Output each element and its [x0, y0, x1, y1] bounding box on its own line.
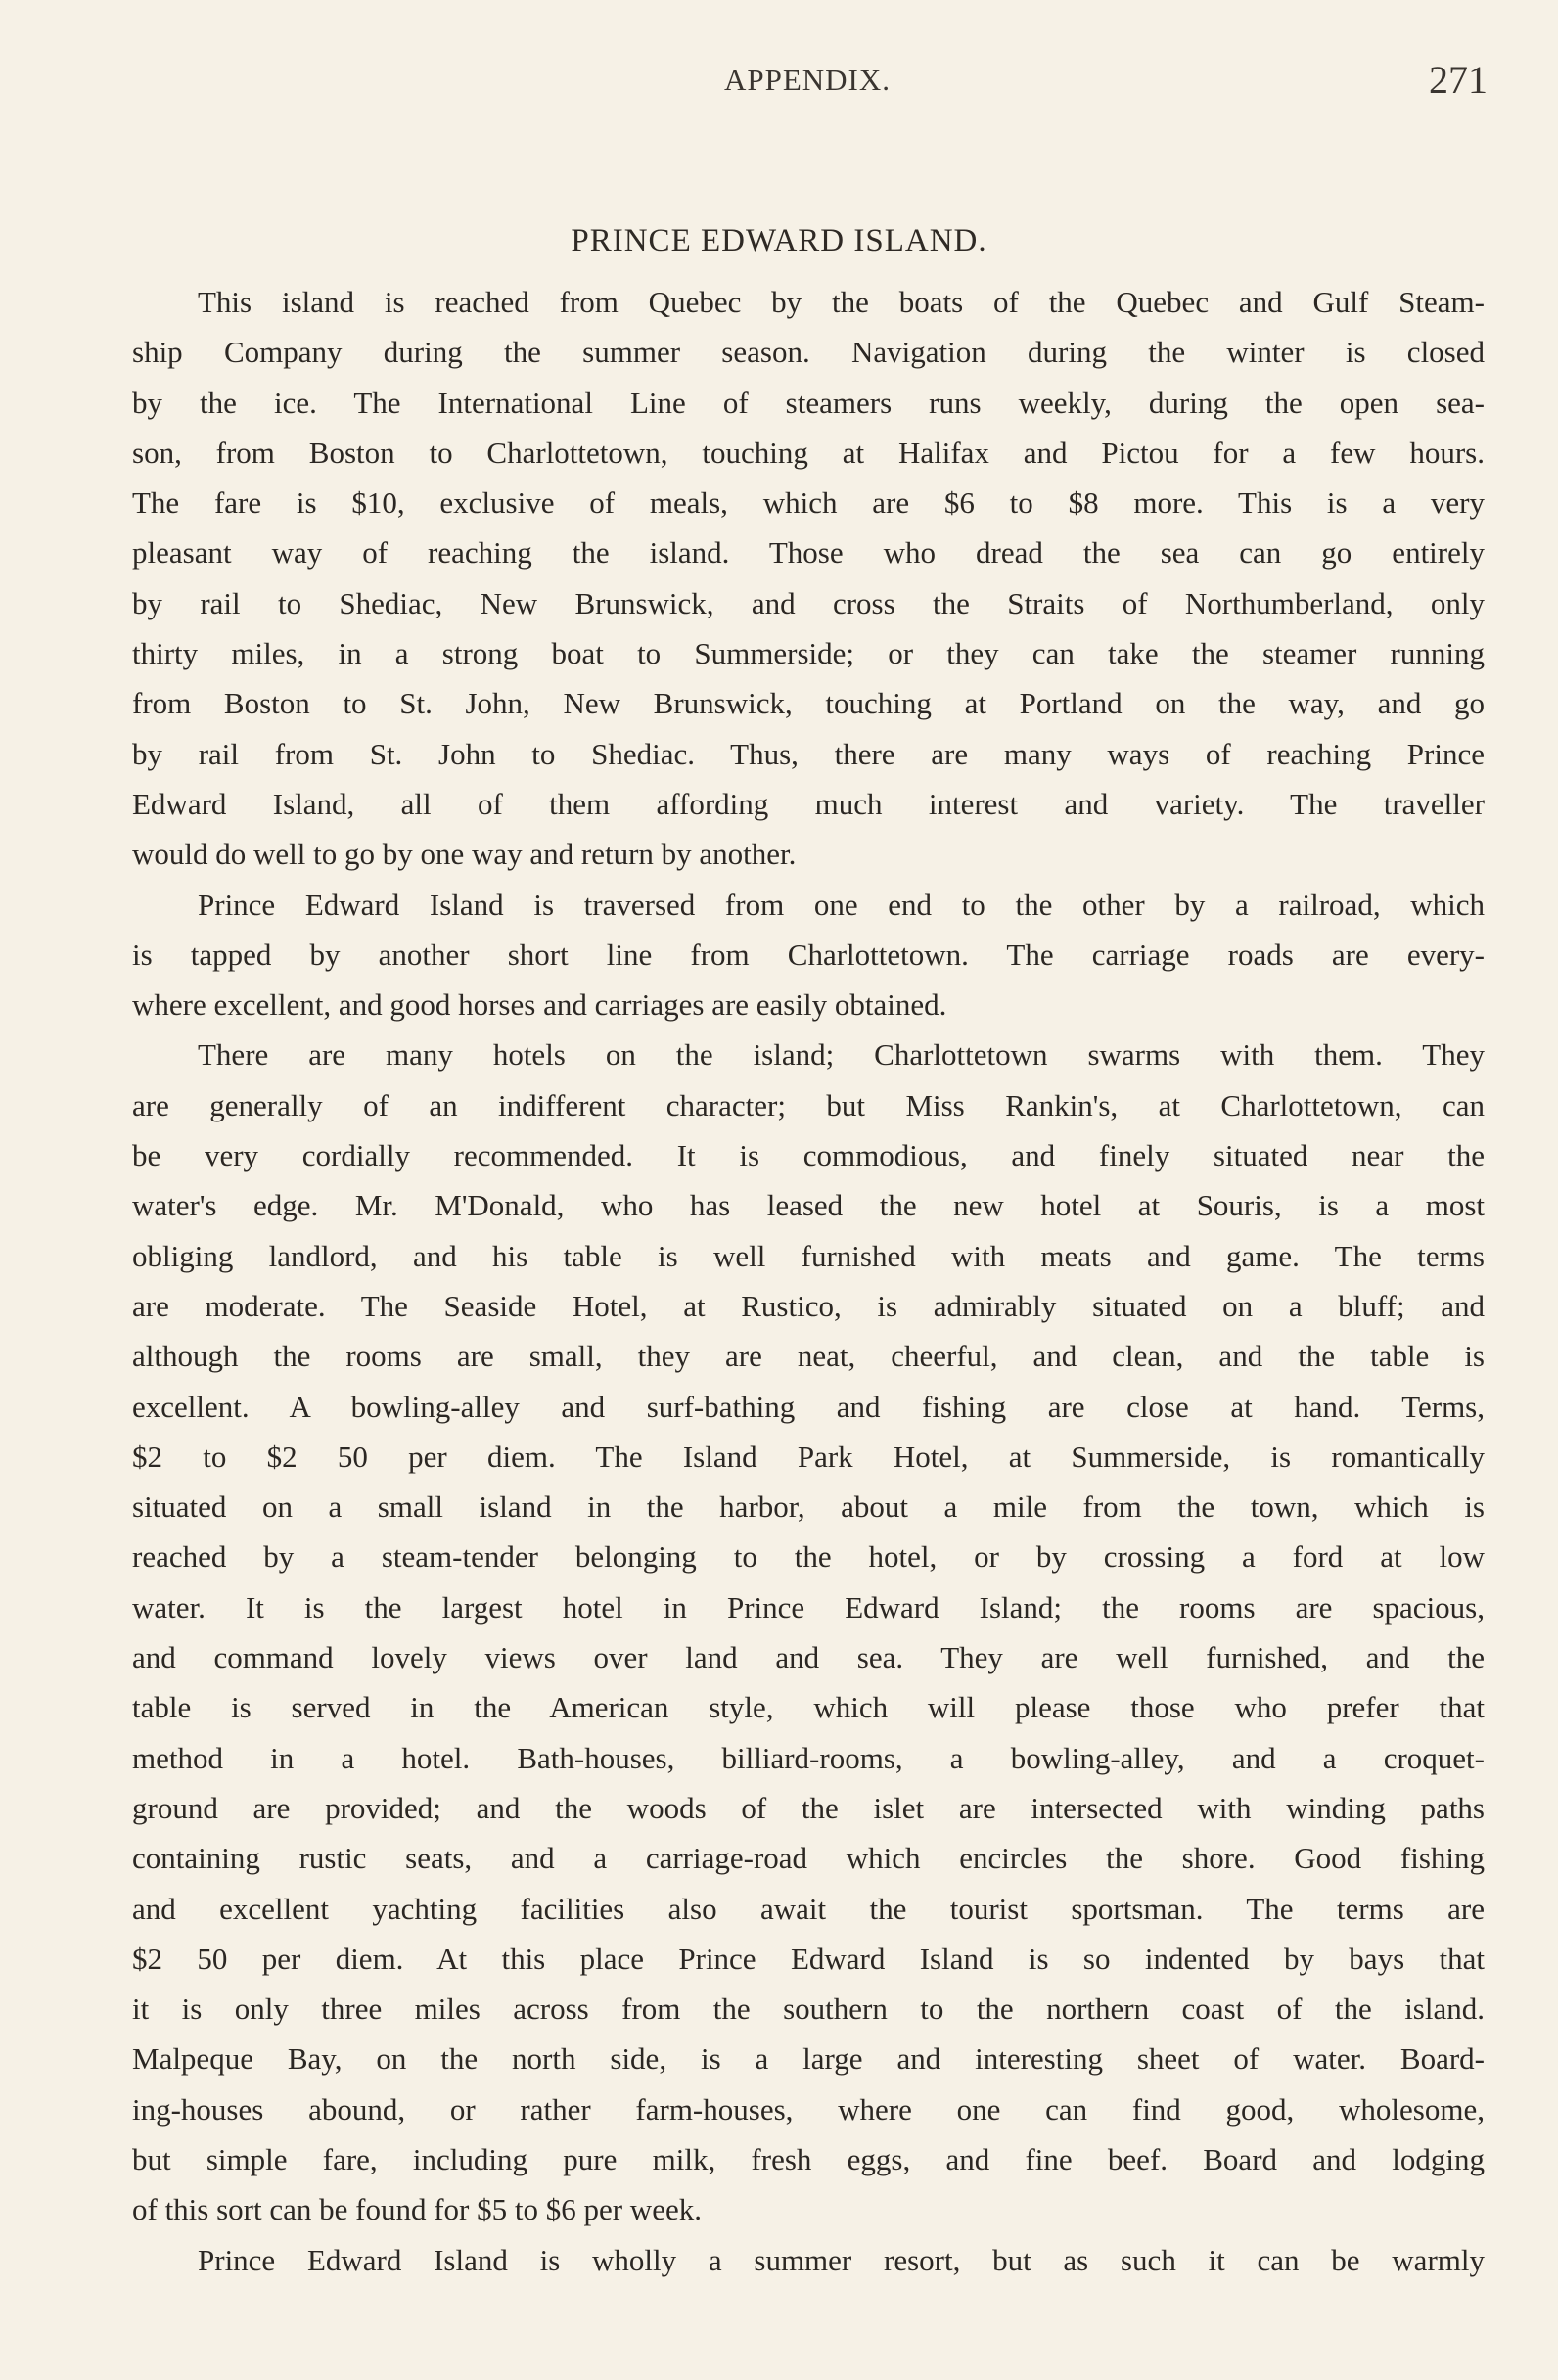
text-line: ground are provided; and the woods of the islet are intersected with winding paths	[132, 1790, 1485, 1825]
text-line: $2 50 per diem. At this place Prince Edward Island is so indented by bays that	[132, 1941, 1485, 1976]
text-line: There are many hotels on the island; Charlottetown swarms with them. They	[198, 1037, 1485, 1073]
text-line: water. It is the largest hotel in Prince Edward Island; the rooms are spacious,	[132, 1589, 1485, 1625]
text-line: where excellent, and good horses and carriages are easily obtained.	[132, 987, 947, 1023]
text-line: excellent. A bowling-alley and surf-bathing and fishing are close at hand. Terms,	[132, 1389, 1485, 1424]
text-line: obliging landlord, and his table is well furnished with meats and game. The terms	[132, 1238, 1485, 1273]
running-head	[127, 57, 1488, 112]
text-line: Prince Edward Island is traversed from one end to the other by a railroad, which	[198, 887, 1485, 922]
text-line: water's edge. Mr. M'Donald, who has leased the new hotel at Souris, is a most	[132, 1188, 1485, 1223]
body-text	[132, 277, 1485, 2285]
text-line: ing-houses abound, or rather farm-houses, where one can find good, wholesome,	[132, 2091, 1485, 2127]
text-line: $2 to $2 50 per diem. The Island Park Hotel, at Summerside, is romantically	[132, 1439, 1485, 1474]
text-line: it is only three miles across from the southern to the northern coast of the island.	[132, 1991, 1485, 2027]
text-line: son, from Boston to Charlottetown, touching at Halifax and Pictou for a few hours.	[132, 435, 1485, 470]
running-title: APPENDIX.	[723, 63, 892, 97]
text-line: although the rooms are small, they are neat, cheerful, and clean, and the table is	[132, 1339, 1485, 1374]
text-line: are generally of an indifferent character; but Miss Rankin's, at Charlottetown, can	[132, 1087, 1485, 1122]
text-line: would do well to go by one way and return by another.	[132, 837, 797, 872]
text-line: Edward Island, all of them affording much interest and variety. The traveller	[132, 786, 1485, 821]
text-line: Malpeque Bay, on the north side, is a large and interesting sheet of water. Board-	[132, 2041, 1485, 2077]
text-line: by the ice. The International Line of steamers runs weekly, during the open sea-	[132, 385, 1485, 420]
page-number: 271	[1429, 58, 1488, 102]
text-line: from Boston to St. John, New Brunswick, touching at Portland on the way, and go	[132, 686, 1485, 721]
text-line: are moderate. The Seaside Hotel, at Rustico, is admirably situated on a bluff; and	[132, 1288, 1485, 1323]
text-line: pleasant way of reaching the island. Those who dread the sea can go entirely	[132, 535, 1485, 571]
text-line: is tapped by another short line from Charlottetown. The carriage roads are every-	[132, 937, 1485, 972]
text-line: table is served in the American style, which will please those who prefer that	[132, 1690, 1485, 1725]
text-line: ship Company during the summer season. Navigation during the winter is closed	[132, 335, 1485, 370]
section-title: PRINCE EDWARD ISLAND.	[571, 223, 987, 258]
text-line: reached by a steam-tender belonging to the hotel, or by crossing a ford at low	[132, 1539, 1485, 1575]
text-line: but simple fare, including pure milk, fresh eggs, and fine beef. Board and lodging	[132, 2141, 1485, 2176]
text-line: and command lovely views over land and sea. They are well furnished, and the	[132, 1640, 1485, 1675]
text-line: of this sort can be found for $5 to $6 per week.	[132, 2192, 702, 2227]
text-line: The fare is $10, exclusive of meals, which are $6 to $8 more. This is a very	[132, 485, 1485, 521]
text-line: situated on a small island in the harbor, about a mile from the town, which is	[132, 1489, 1485, 1525]
text-line: by rail to Shediac, New Brunswick, and cross the Straits of Northumberland, only	[132, 585, 1485, 620]
text-line: be very cordially recommended. It is commodious, and finely situated near the	[132, 1138, 1485, 1173]
text-line: containing rustic seats, and a carriage-road which encircles the shore. Good fishing	[132, 1841, 1485, 1876]
text-line: This island is reached from Quebec by the boats of the Quebec and Gulf Steam-	[198, 285, 1485, 319]
text-line: Prince Edward Island is wholly a summer resort, but as such it can be warmly	[198, 2242, 1485, 2277]
text-line: by rail from St. John to Shediac. Thus, there are many ways of reaching Prince	[132, 736, 1485, 771]
text-line: thirty miles, in a strong boat to Summerside; or they can take the steamer running	[132, 636, 1485, 671]
text-line: method in a hotel. Bath-houses, billiard-rooms, a bowling-alley, and a croquet-	[132, 1740, 1485, 1775]
text-line: and excellent yachting facilities also await the tourist sportsman. The terms are	[132, 1891, 1485, 1926]
